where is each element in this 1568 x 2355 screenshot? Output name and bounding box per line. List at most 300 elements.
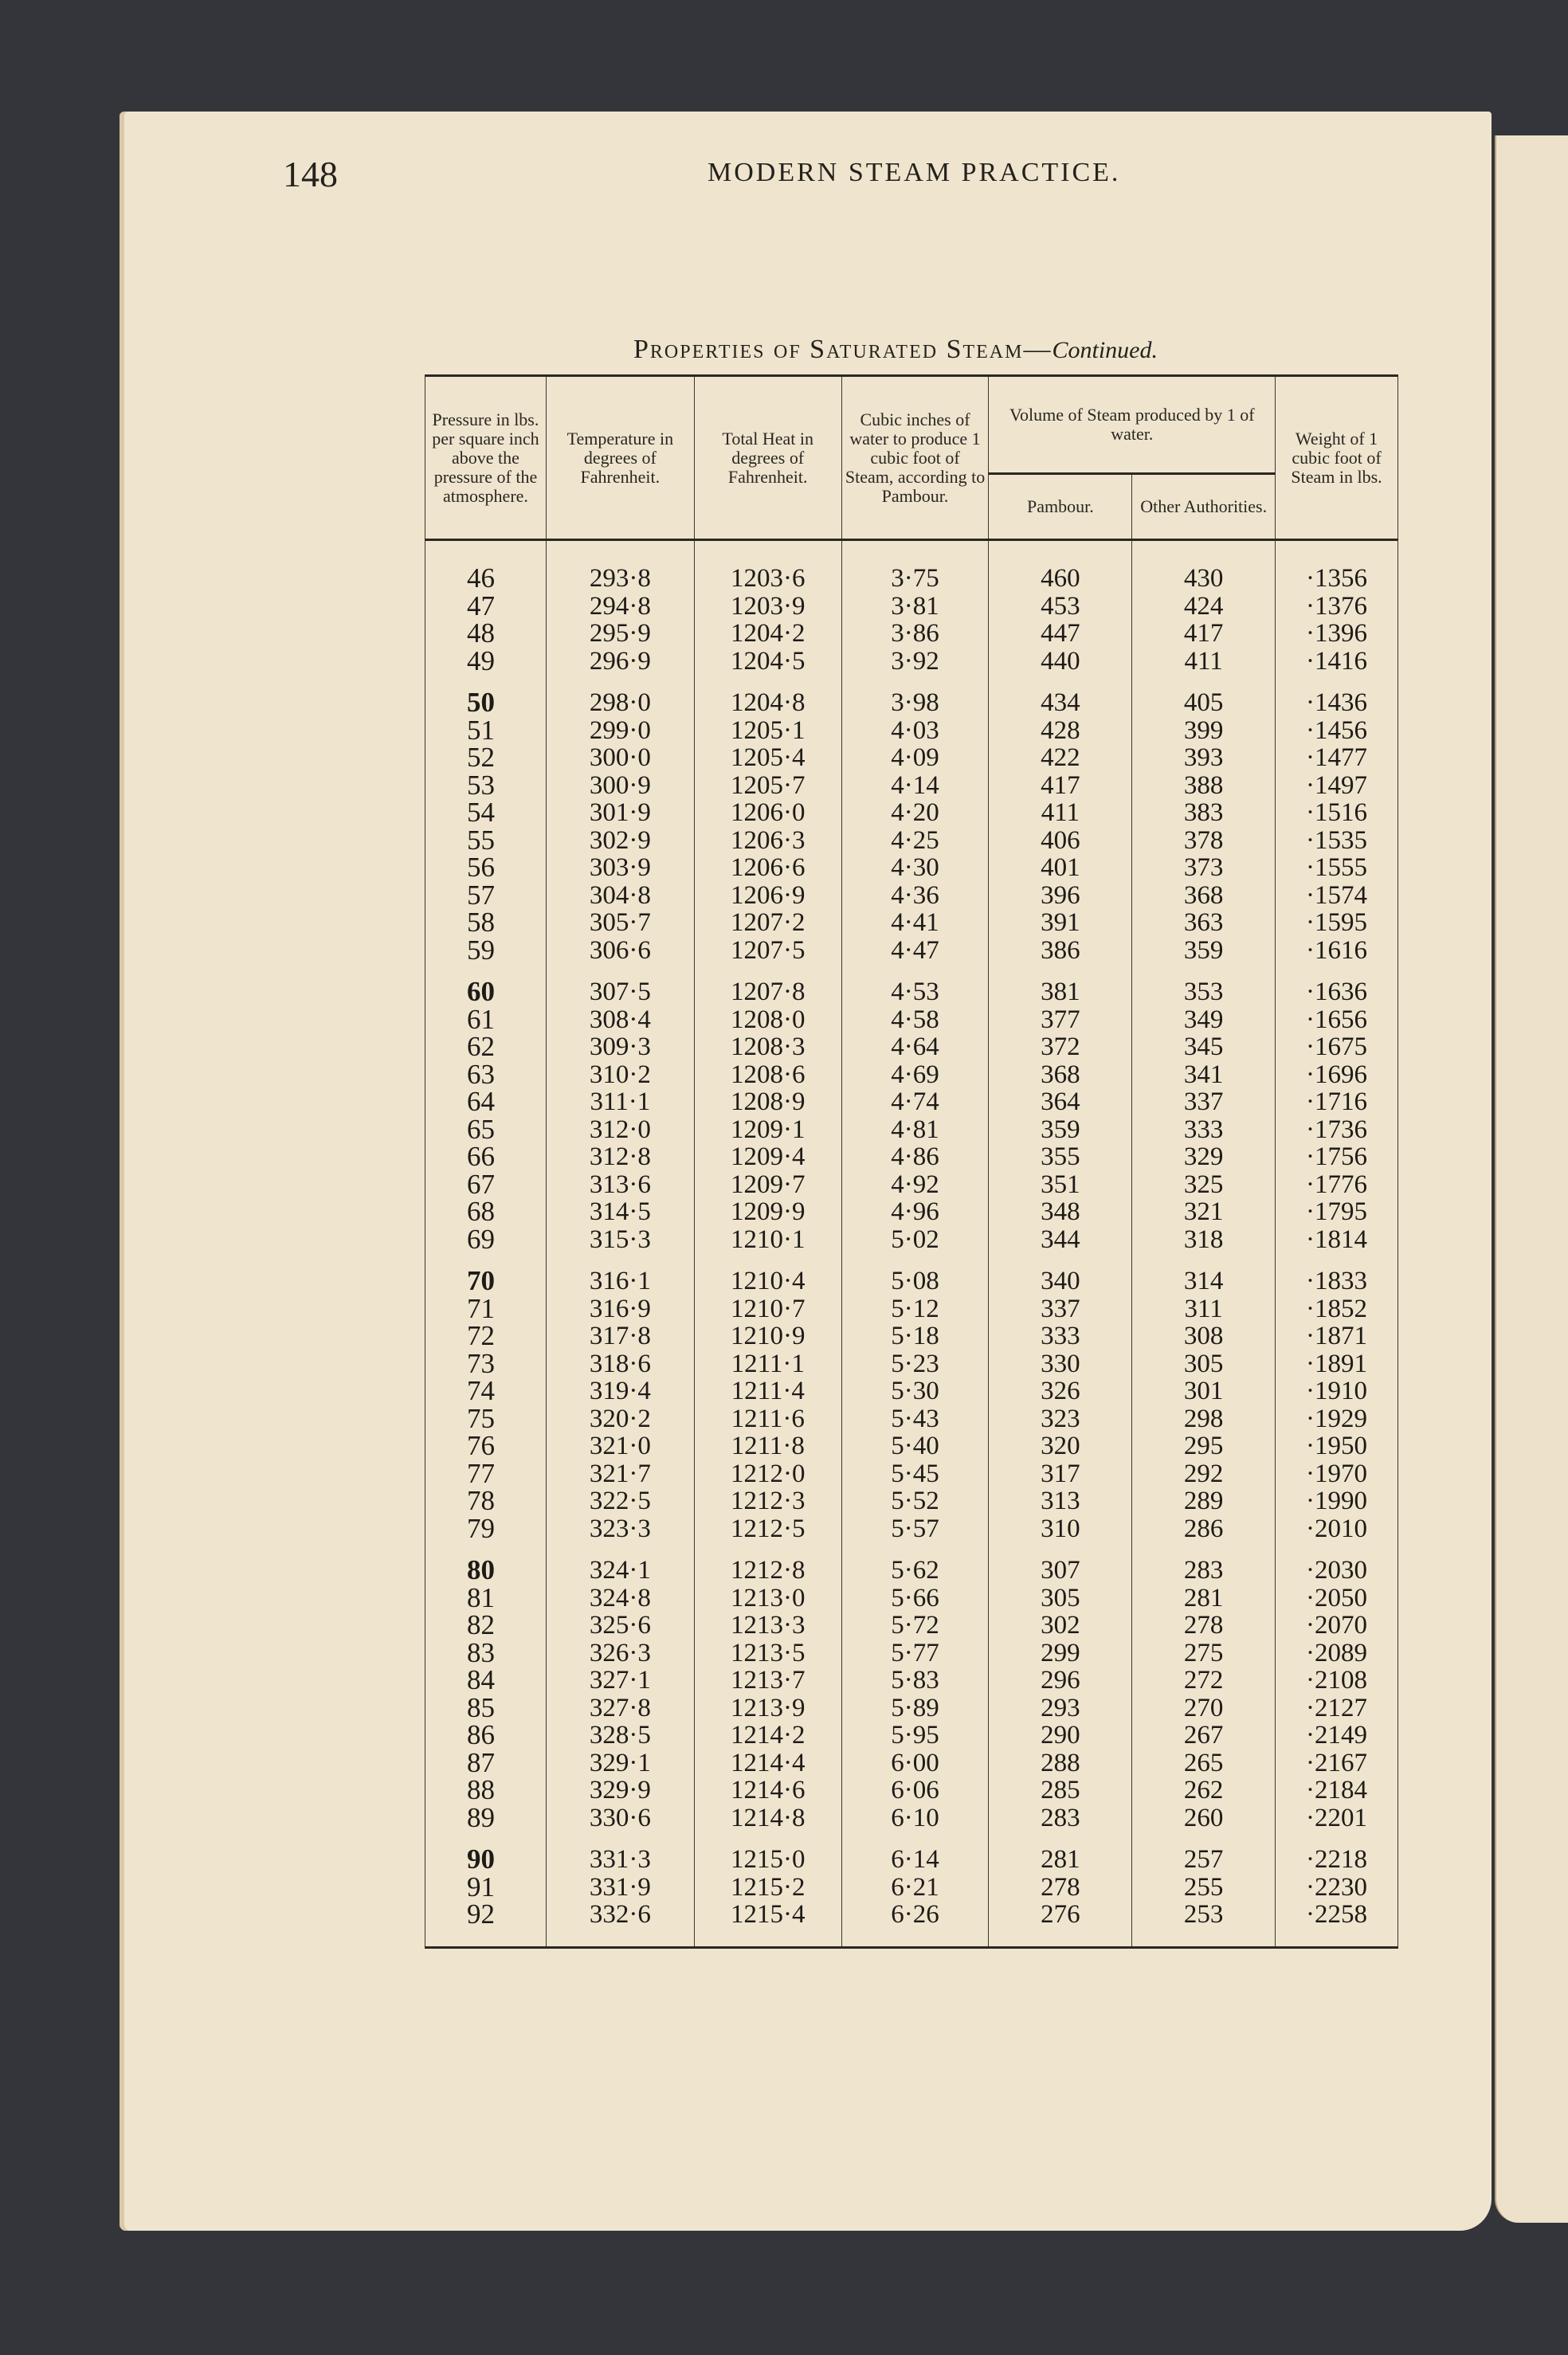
volume-other-cell: 311 — [1132, 1295, 1276, 1323]
volume-other-cell: 378 — [1132, 827, 1276, 855]
total-heat-cell: 1213·0 — [694, 1585, 841, 1612]
temperature-cell: 320·2 — [546, 1405, 694, 1433]
volume-other-cell: 270 — [1132, 1695, 1276, 1722]
total-heat-cell: 1209·1 — [694, 1116, 841, 1144]
volume-other-cell: 388 — [1132, 772, 1276, 800]
pressure-cell: 64 — [425, 1088, 547, 1116]
volume-pambour-cell: 359 — [989, 1116, 1132, 1144]
table-row — [425, 1253, 1398, 1295]
volume-other-cell: 314 — [1132, 1253, 1276, 1295]
weight-cell: ·2050 — [1276, 1585, 1398, 1612]
pressure-cell: 77 — [425, 1460, 547, 1488]
weight-cell: ·1910 — [1276, 1377, 1398, 1405]
table-row — [425, 1322, 1398, 1350]
table-row — [425, 1722, 1398, 1750]
table-row — [425, 937, 1398, 965]
volume-other-cell: 275 — [1132, 1640, 1276, 1667]
total-heat-cell: 1211·8 — [694, 1432, 841, 1460]
pressure-cell: 66 — [425, 1143, 547, 1171]
cubic-inches-cell: 6·06 — [841, 1777, 989, 1804]
pressure-cell: 62 — [425, 1033, 547, 1061]
table-row — [425, 909, 1398, 937]
weight-cell: ·1376 — [1276, 593, 1398, 621]
temperature-cell: 300·9 — [546, 772, 694, 800]
cubic-inches-cell: 4·30 — [841, 854, 989, 882]
table-row — [425, 1432, 1398, 1460]
volume-pambour-cell: 283 — [989, 1804, 1132, 1832]
cubic-inches-cell: 5·02 — [841, 1226, 989, 1254]
cubic-inches-cell: 4·69 — [841, 1061, 989, 1089]
volume-pambour-cell: 368 — [989, 1061, 1132, 1089]
weight-cell: ·2201 — [1276, 1804, 1398, 1832]
weight-cell: ·2070 — [1276, 1612, 1398, 1640]
table-row — [425, 1542, 1398, 1585]
total-heat-cell: 1211·1 — [694, 1350, 841, 1378]
volume-other-cell: 301 — [1132, 1377, 1276, 1405]
cubic-inches-cell: 4·41 — [841, 909, 989, 937]
weight-cell: ·1535 — [1276, 827, 1398, 855]
volume-pambour-cell: 396 — [989, 882, 1132, 910]
total-heat-cell: 1215·2 — [694, 1874, 841, 1902]
table-row — [425, 854, 1398, 882]
pressure-cell: 73 — [425, 1350, 547, 1378]
table-row — [425, 964, 1398, 1006]
volume-other-cell: 278 — [1132, 1612, 1276, 1640]
table-row — [425, 1350, 1398, 1378]
temperature-cell: 318·6 — [546, 1350, 694, 1378]
total-heat-cell: 1212·8 — [694, 1542, 841, 1585]
pressure-cell: 92 — [425, 1901, 547, 1947]
volume-pambour-cell: 391 — [989, 909, 1132, 937]
table-title-continued: Continued. — [1052, 337, 1158, 363]
volume-pambour-cell: 377 — [989, 1006, 1132, 1034]
temperature-cell: 329·1 — [546, 1750, 694, 1777]
volume-other-cell: 359 — [1132, 937, 1276, 965]
table-row — [425, 799, 1398, 827]
pressure-cell: 85 — [425, 1695, 547, 1722]
table-row — [425, 648, 1398, 676]
volume-pambour-cell: 330 — [989, 1350, 1132, 1378]
total-heat-cell: 1213·3 — [694, 1612, 841, 1640]
pressure-cell: 54 — [425, 799, 547, 827]
temperature-cell: 332·6 — [546, 1901, 694, 1947]
temperature-cell: 314·5 — [546, 1198, 694, 1226]
pressure-cell: 91 — [425, 1874, 547, 1902]
pressure-cell: 50 — [425, 675, 547, 717]
table-row — [425, 882, 1398, 910]
cubic-inches-cell: 4·36 — [841, 882, 989, 910]
temperature-cell: 321·0 — [546, 1432, 694, 1460]
table-row — [425, 1226, 1398, 1254]
cubic-inches-cell: 4·09 — [841, 744, 989, 772]
weight-cell: ·1616 — [1276, 937, 1398, 965]
temperature-cell: 330·6 — [546, 1804, 694, 1832]
volume-other-cell: 333 — [1132, 1116, 1276, 1144]
volume-pambour-cell: 333 — [989, 1322, 1132, 1350]
table-row — [425, 1295, 1398, 1323]
pressure-cell: 68 — [425, 1198, 547, 1226]
table-row — [425, 827, 1398, 855]
cubic-inches-cell: 4·14 — [841, 772, 989, 800]
table-row — [425, 620, 1398, 648]
volume-pambour-cell: 285 — [989, 1777, 1132, 1804]
volume-other-cell: 253 — [1132, 1901, 1276, 1947]
volume-pambour-cell: 364 — [989, 1088, 1132, 1116]
weight-cell: ·1675 — [1276, 1033, 1398, 1061]
weight-cell: ·1396 — [1276, 620, 1398, 648]
weight-cell: ·1477 — [1276, 744, 1398, 772]
header-volume-other: Other Authorities. — [1132, 474, 1276, 540]
temperature-cell: 315·3 — [546, 1226, 694, 1254]
temperature-cell: 305·7 — [546, 909, 694, 937]
volume-other-cell: 318 — [1132, 1226, 1276, 1254]
table-row — [425, 1171, 1398, 1199]
volume-other-cell: 286 — [1132, 1515, 1276, 1543]
temperature-cell: 299·0 — [546, 717, 694, 745]
weight-cell: ·1497 — [1276, 772, 1398, 800]
weight-cell: ·2258 — [1276, 1901, 1398, 1947]
volume-pambour-cell: 323 — [989, 1405, 1132, 1433]
temperature-cell: 322·5 — [546, 1487, 694, 1515]
weight-cell: ·1795 — [1276, 1198, 1398, 1226]
volume-pambour-cell: 313 — [989, 1487, 1132, 1515]
volume-pambour-cell: 453 — [989, 593, 1132, 621]
temperature-cell: 321·7 — [546, 1460, 694, 1488]
volume-other-cell: 267 — [1132, 1722, 1276, 1750]
volume-other-cell: 298 — [1132, 1405, 1276, 1433]
total-heat-cell: 1213·9 — [694, 1695, 841, 1722]
pressure-cell: 59 — [425, 937, 547, 965]
volume-other-cell: 281 — [1132, 1585, 1276, 1612]
volume-other-cell: 349 — [1132, 1006, 1276, 1034]
volume-pambour-cell: 406 — [989, 827, 1132, 855]
pressure-cell: 58 — [425, 909, 547, 937]
pressure-cell: 56 — [425, 854, 547, 882]
total-heat-cell: 1210·9 — [694, 1322, 841, 1350]
header-pressure: Pressure in lbs. per square inch above the pressure of the atmosphere. — [425, 376, 547, 540]
cubic-inches-cell: 4·64 — [841, 1033, 989, 1061]
weight-cell: ·1636 — [1276, 964, 1398, 1006]
pressure-cell: 69 — [425, 1226, 547, 1254]
cubic-inches-cell: 5·95 — [841, 1722, 989, 1750]
volume-other-cell: 265 — [1132, 1750, 1276, 1777]
header-volume-group: Volume of Steam produced by 1 of water. — [989, 376, 1276, 474]
total-heat-cell: 1211·4 — [694, 1377, 841, 1405]
volume-other-cell: 325 — [1132, 1171, 1276, 1199]
volume-pambour-cell: 278 — [989, 1874, 1132, 1902]
volume-other-cell: 405 — [1132, 675, 1276, 717]
volume-pambour-cell: 337 — [989, 1295, 1132, 1323]
table-row — [425, 1033, 1398, 1061]
total-heat-cell: 1205·7 — [694, 772, 841, 800]
weight-cell: ·2149 — [1276, 1722, 1398, 1750]
volume-other-cell: 289 — [1132, 1487, 1276, 1515]
pressure-cell: 67 — [425, 1171, 547, 1199]
table-title-main: Properties of Saturated Steam— — [633, 335, 1053, 364]
total-heat-cell: 1204·2 — [694, 620, 841, 648]
pressure-cell: 84 — [425, 1667, 547, 1695]
temperature-cell: 309·3 — [546, 1033, 694, 1061]
pressure-cell: 51 — [425, 717, 547, 745]
facing-page-edge — [1495, 135, 1568, 2223]
table-row — [425, 593, 1398, 621]
cubic-inches-cell: 5·08 — [841, 1253, 989, 1295]
volume-other-cell: 283 — [1132, 1542, 1276, 1585]
volume-other-cell: 368 — [1132, 882, 1276, 910]
total-heat-cell: 1213·7 — [694, 1667, 841, 1695]
temperature-cell: 304·8 — [546, 882, 694, 910]
total-heat-cell: 1209·7 — [694, 1171, 841, 1199]
header-weight: Weight of 1 cubic foot of Steam in lbs. — [1276, 376, 1398, 540]
volume-other-cell: 383 — [1132, 799, 1276, 827]
total-heat-cell: 1206·0 — [694, 799, 841, 827]
temperature-cell: 323·3 — [546, 1515, 694, 1543]
weight-cell: ·2218 — [1276, 1832, 1398, 1874]
volume-pambour-cell: 344 — [989, 1226, 1132, 1254]
temperature-cell: 327·8 — [546, 1695, 694, 1722]
weight-cell: ·1416 — [1276, 648, 1398, 676]
total-heat-cell: 1207·2 — [694, 909, 841, 937]
pressure-cell: 48 — [425, 620, 547, 648]
total-heat-cell: 1204·8 — [694, 675, 841, 717]
pressure-cell: 88 — [425, 1777, 547, 1804]
table-row — [425, 1487, 1398, 1515]
cubic-inches-cell: 4·03 — [841, 717, 989, 745]
pressure-cell: 65 — [425, 1116, 547, 1144]
pressure-cell: 71 — [425, 1295, 547, 1323]
volume-pambour-cell: 411 — [989, 799, 1132, 827]
weight-cell: ·2010 — [1276, 1515, 1398, 1543]
pressure-cell: 81 — [425, 1585, 547, 1612]
temperature-cell: 312·8 — [546, 1143, 694, 1171]
total-heat-cell: 1212·0 — [694, 1460, 841, 1488]
cubic-inches-cell: 5·83 — [841, 1667, 989, 1695]
volume-pambour-cell: 317 — [989, 1460, 1132, 1488]
total-heat-cell: 1209·9 — [694, 1198, 841, 1226]
total-heat-cell: 1215·4 — [694, 1901, 841, 1947]
weight-cell: ·2167 — [1276, 1750, 1398, 1777]
temperature-cell: 313·6 — [546, 1171, 694, 1199]
table-row — [425, 1143, 1398, 1171]
table-row — [425, 1901, 1398, 1947]
temperature-cell: 306·6 — [546, 937, 694, 965]
table-row — [425, 1804, 1398, 1832]
pressure-cell: 49 — [425, 648, 547, 676]
cubic-inches-cell: 5·66 — [841, 1585, 989, 1612]
volume-other-cell: 430 — [1132, 540, 1276, 593]
weight-cell: ·2127 — [1276, 1695, 1398, 1722]
temperature-cell: 295·9 — [546, 620, 694, 648]
volume-other-cell: 363 — [1132, 909, 1276, 937]
volume-pambour-cell: 355 — [989, 1143, 1132, 1171]
volume-other-cell: 308 — [1132, 1322, 1276, 1350]
total-heat-cell: 1207·8 — [694, 964, 841, 1006]
table-row — [425, 1832, 1398, 1874]
weight-cell: ·2030 — [1276, 1542, 1398, 1585]
total-heat-cell: 1212·3 — [694, 1487, 841, 1515]
temperature-cell: 300·0 — [546, 744, 694, 772]
pressure-cell: 52 — [425, 744, 547, 772]
temperature-cell: 310·2 — [546, 1061, 694, 1089]
pressure-cell: 86 — [425, 1722, 547, 1750]
weight-cell: ·1814 — [1276, 1226, 1398, 1254]
temperature-cell: 311·1 — [546, 1088, 694, 1116]
volume-pambour-cell: 299 — [989, 1640, 1132, 1667]
cubic-inches-cell: 4·47 — [841, 937, 989, 965]
temperature-cell: 325·6 — [546, 1612, 694, 1640]
volume-pambour-cell: 320 — [989, 1432, 1132, 1460]
table-row — [425, 717, 1398, 745]
volume-other-cell: 257 — [1132, 1832, 1276, 1874]
volume-other-cell: 424 — [1132, 593, 1276, 621]
table-row — [425, 1377, 1398, 1405]
volume-pambour-cell: 447 — [989, 620, 1132, 648]
pressure-cell: 53 — [425, 772, 547, 800]
weight-cell: ·1716 — [1276, 1088, 1398, 1116]
weight-cell: ·1436 — [1276, 675, 1398, 717]
volume-pambour-cell: 348 — [989, 1198, 1132, 1226]
table-row — [425, 540, 1398, 593]
volume-pambour-cell: 326 — [989, 1377, 1132, 1405]
total-heat-cell: 1210·1 — [694, 1226, 841, 1254]
cubic-inches-cell: 3·75 — [841, 540, 989, 593]
temperature-cell: 324·8 — [546, 1585, 694, 1612]
total-heat-cell: 1214·2 — [694, 1722, 841, 1750]
volume-other-cell: 393 — [1132, 744, 1276, 772]
total-heat-cell: 1203·9 — [694, 593, 841, 621]
total-heat-cell: 1213·5 — [694, 1640, 841, 1667]
pressure-cell: 55 — [425, 827, 547, 855]
page-number: 148 — [283, 154, 338, 194]
total-heat-cell: 1212·5 — [694, 1515, 841, 1543]
volume-other-cell: 255 — [1132, 1874, 1276, 1902]
temperature-cell: 327·1 — [546, 1667, 694, 1695]
temperature-cell: 317·8 — [546, 1322, 694, 1350]
weight-cell: ·1756 — [1276, 1143, 1398, 1171]
total-heat-cell: 1208·0 — [694, 1006, 841, 1034]
cubic-inches-cell: 4·81 — [841, 1116, 989, 1144]
table-row — [425, 1405, 1398, 1433]
table-body — [425, 540, 1398, 1948]
volume-pambour-cell: 401 — [989, 854, 1132, 882]
volume-pambour-cell: 310 — [989, 1515, 1132, 1543]
pressure-cell: 63 — [425, 1061, 547, 1089]
weight-cell: ·1555 — [1276, 854, 1398, 882]
table-row — [425, 1116, 1398, 1144]
pressure-cell: 61 — [425, 1006, 547, 1034]
weight-cell: ·1970 — [1276, 1460, 1398, 1488]
volume-pambour-cell: 428 — [989, 717, 1132, 745]
volume-pambour-cell: 302 — [989, 1612, 1132, 1640]
pressure-cell: 90 — [425, 1832, 547, 1874]
weight-cell: ·1776 — [1276, 1171, 1398, 1199]
volume-other-cell: 337 — [1132, 1088, 1276, 1116]
pressure-cell: 60 — [425, 964, 547, 1006]
table-row — [425, 1006, 1398, 1034]
table-row — [425, 1777, 1398, 1804]
temperature-cell: 307·5 — [546, 964, 694, 1006]
table-row — [425, 1874, 1398, 1902]
weight-cell: ·1990 — [1276, 1487, 1398, 1515]
cubic-inches-cell: 5·52 — [841, 1487, 989, 1515]
total-heat-cell: 1208·9 — [694, 1088, 841, 1116]
cubic-inches-cell: 3·86 — [841, 620, 989, 648]
weight-cell: ·1574 — [1276, 882, 1398, 910]
saturated-steam-table — [425, 374, 1398, 1949]
volume-other-cell: 353 — [1132, 964, 1276, 1006]
pressure-cell: 75 — [425, 1405, 547, 1433]
cubic-inches-cell: 6·00 — [841, 1750, 989, 1777]
cubic-inches-cell: 6·26 — [841, 1901, 989, 1947]
cubic-inches-cell: 5·77 — [841, 1640, 989, 1667]
volume-other-cell: 272 — [1132, 1667, 1276, 1695]
temperature-cell: 316·1 — [546, 1253, 694, 1295]
weight-cell: ·1356 — [1276, 540, 1398, 593]
cubic-inches-cell: 5·18 — [841, 1322, 989, 1350]
cubic-inches-cell: 4·58 — [841, 1006, 989, 1034]
volume-pambour-cell: 417 — [989, 772, 1132, 800]
volume-pambour-cell: 305 — [989, 1585, 1132, 1612]
volume-other-cell: 417 — [1132, 620, 1276, 648]
weight-cell: ·1696 — [1276, 1061, 1398, 1089]
volume-other-cell: 399 — [1132, 717, 1276, 745]
pressure-cell: 70 — [425, 1253, 547, 1295]
pressure-cell: 76 — [425, 1432, 547, 1460]
table-row — [425, 1585, 1398, 1612]
total-heat-cell: 1205·4 — [694, 744, 841, 772]
total-heat-cell: 1214·8 — [694, 1804, 841, 1832]
temperature-cell: 298·0 — [546, 675, 694, 717]
weight-cell: ·2230 — [1276, 1874, 1398, 1902]
total-heat-cell: 1206·9 — [694, 882, 841, 910]
weight-cell: ·1833 — [1276, 1253, 1398, 1295]
cubic-inches-cell: 5·30 — [841, 1377, 989, 1405]
volume-other-cell: 321 — [1132, 1198, 1276, 1226]
cubic-inches-cell: 5·12 — [841, 1295, 989, 1323]
table-row — [425, 1515, 1398, 1543]
weight-cell: ·2108 — [1276, 1667, 1398, 1695]
total-heat-cell: 1204·5 — [694, 648, 841, 676]
volume-pambour-cell: 386 — [989, 937, 1132, 965]
volume-pambour-cell: 293 — [989, 1695, 1132, 1722]
temperature-cell: 312·0 — [546, 1116, 694, 1144]
temperature-cell: 301·9 — [546, 799, 694, 827]
table-row — [425, 1667, 1398, 1695]
volume-pambour-cell: 460 — [989, 540, 1132, 593]
cubic-inches-cell: 4·96 — [841, 1198, 989, 1226]
running-title: MODERN STEAM PRACTICE. — [708, 158, 1121, 187]
volume-other-cell: 411 — [1132, 648, 1276, 676]
header-total-heat: Total Heat in degrees of Fahrenheit. — [694, 376, 841, 540]
volume-pambour-cell: 281 — [989, 1832, 1132, 1874]
table-row — [425, 744, 1398, 772]
table-row — [425, 1612, 1398, 1640]
pressure-cell: 87 — [425, 1750, 547, 1777]
pressure-cell: 57 — [425, 882, 547, 910]
temperature-cell: 302·9 — [546, 827, 694, 855]
volume-other-cell: 262 — [1132, 1777, 1276, 1804]
header-cubic-inches: Cubic inches of water to produce 1 cubic foot of Steam, according to Pambour. — [841, 376, 989, 540]
weight-cell: ·1516 — [1276, 799, 1398, 827]
volume-other-cell: 292 — [1132, 1460, 1276, 1488]
cubic-inches-cell: 4·92 — [841, 1171, 989, 1199]
temperature-cell: 331·9 — [546, 1874, 694, 1902]
total-heat-cell: 1206·6 — [694, 854, 841, 882]
cubic-inches-cell: 5·57 — [841, 1515, 989, 1543]
volume-other-cell: 329 — [1132, 1143, 1276, 1171]
cubic-inches-cell: 6·21 — [841, 1874, 989, 1902]
total-heat-cell: 1209·4 — [694, 1143, 841, 1171]
